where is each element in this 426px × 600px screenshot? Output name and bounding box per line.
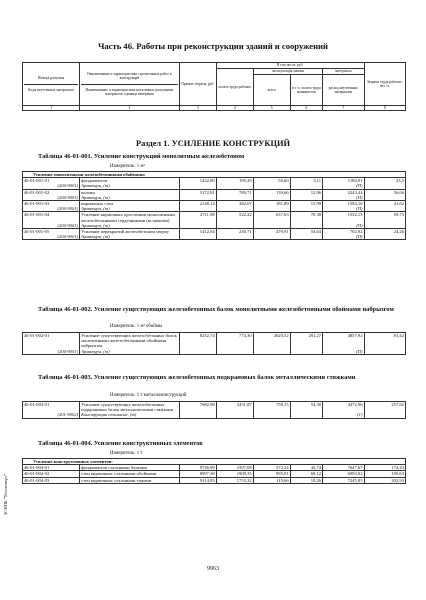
header-material-name: Наименование и характеристика неучтенных расценками материалов, единица измерения <box>81 84 178 97</box>
materials-cost: 4857,92 <box>323 333 364 349</box>
material-usage: (П) <box>323 223 364 229</box>
part-title: Часть 46. Работы при реконструкции зданий и сооружений <box>98 41 328 51</box>
rate-code: 46-01-003-01 <box>23 402 80 413</box>
worker-wages: 522,22 <box>216 212 253 223</box>
material-usage: (П) <box>323 234 364 240</box>
rate-code: 46-01-001-03 <box>23 201 80 207</box>
materials-cost: 7647,67 <box>323 465 364 471</box>
table-title <box>38 306 408 314</box>
worker-wages: 382,07 <box>216 201 253 207</box>
worker-wages: 774,30 <box>216 333 253 349</box>
operator-wages: 291,27 <box>290 333 322 349</box>
rate-code: 46-01-001-02 <box>23 189 80 195</box>
table-meter: Измеритель: 1 м³ <box>110 164 145 169</box>
material-usage: (П) <box>323 195 364 201</box>
material-name: Конструкции стальные, (т) <box>80 412 180 418</box>
material-code: (204-9001) <box>23 206 80 212</box>
materials-cost: 1180,91 <box>323 178 364 184</box>
rate-code: 46-01-002-01 <box>23 333 80 349</box>
direct-costs: 8252,74 <box>179 333 216 349</box>
material-name: Арматура, (т) <box>80 234 180 240</box>
machine-total: 637,63 <box>253 212 290 223</box>
col-num: 3 <box>179 106 216 111</box>
machine-total: 181,89 <box>253 201 290 207</box>
machine-total: 115,66 <box>253 477 290 483</box>
materials-cost: 1552,13 <box>323 212 364 223</box>
header-wages: оплата труда рабочих <box>216 69 253 106</box>
labor-hours: 59,75 <box>364 212 405 223</box>
work-name: Усиление кирпичных простенков монолитными железобетонными сердечниками (вставками) <box>80 212 180 223</box>
direct-costs: 8997,38 <box>179 471 216 477</box>
worker-wages: 230,71 <box>216 229 253 235</box>
header-machine-operation: эксплуатация машин <box>253 69 322 75</box>
materials-cost: 1584,18 <box>323 201 364 207</box>
table-row <box>23 402 406 413</box>
table-meter: Измеритель: 1 т <box>110 451 143 456</box>
header-total: всего <box>253 75 290 106</box>
table-title: Таблица 46-01-003. Усиление существующих железобетонных подкрановых балок металлическими стяжками <box>38 374 356 381</box>
machine-total: 572,24 <box>253 465 290 471</box>
direct-costs: 1412,64 <box>179 229 216 235</box>
operator-wages: 10,26 <box>290 477 322 483</box>
labor-hours: 56,66 <box>364 189 405 195</box>
operator-wages: 54,30 <box>290 402 322 413</box>
col-num: 2 <box>80 106 180 111</box>
work-name: фундаментов <box>80 178 180 184</box>
header-material-codes: Коды неучтенных материалов <box>24 84 78 92</box>
worker-wages: 2451,87 <box>216 402 253 413</box>
material-row <box>23 412 406 418</box>
materials-cost: 702,02 <box>323 229 364 235</box>
labor-hours: 23,5 <box>364 178 405 184</box>
work-name: Усиление существующих железобетонных балок монолитными железобетонными обоймами набрызгом <box>80 333 180 349</box>
worker-wages: 1753,32 <box>216 477 253 483</box>
material-code: (201-9002) <box>23 412 80 418</box>
machine-total: 758,15 <box>253 402 290 413</box>
material-code: (204-9001) <box>23 223 80 229</box>
header-names <box>80 63 180 106</box>
material-name: Арматура, (т) <box>80 195 180 201</box>
labor-hours: 202,93 <box>364 477 405 483</box>
operator-wages: 43,74 <box>290 465 322 471</box>
page-number: 9963 <box>207 566 219 572</box>
direct-costs: 7682,98 <box>179 402 216 413</box>
worker-wages: 195,29 <box>216 178 253 184</box>
direct-costs: 9726,99 <box>179 465 216 471</box>
materials-cost: 4472,96 <box>323 402 364 413</box>
col-num: 5 <box>253 106 290 111</box>
rate-code: 46-01-004-03 <box>23 477 80 483</box>
materials-cost: 6093,02 <box>323 471 364 477</box>
materials-cost: 7245,85 <box>323 477 364 483</box>
worker-wages: 1507,08 <box>216 465 253 471</box>
labor-hours: 195,63 <box>364 471 405 477</box>
machine-total: 56,60 <box>253 178 290 184</box>
material-row <box>23 349 406 355</box>
direct-costs: 3172,81 <box>179 189 216 195</box>
group-heading: Усиление монолитными железобетонными обоймами: <box>23 172 406 178</box>
header-in-that: В том числе, руб. <box>216 63 364 69</box>
work-name: стен кирпичных стальными обоймами <box>80 471 180 477</box>
table-row <box>23 212 406 223</box>
work-name: Усиление существующих железобетонных подкрановых балок металлическими стяжками <box>80 402 180 413</box>
operator-wages: 15,99 <box>290 201 322 207</box>
table-meter: Измеритель: 1 м³ обоймы <box>110 324 163 329</box>
material-usage: (П) <box>323 349 364 355</box>
header-work-name: Наименование и характеристика строительных работ и конструкций <box>87 71 172 81</box>
col-num: 8 <box>364 106 405 111</box>
direct-costs: 2711,98 <box>179 212 216 223</box>
labor-hours: 81,42 <box>364 333 405 349</box>
direct-costs: 9114,83 <box>179 477 216 483</box>
material-usage: (П) <box>323 206 364 212</box>
rate-code: 46-01-001-04 <box>23 212 80 223</box>
rates-table <box>22 458 406 484</box>
material-name: Арматура, (т) <box>80 206 180 212</box>
worker-wages: 789,71 <box>216 189 253 195</box>
operator-wages: 54,64 <box>290 229 322 235</box>
direct-costs: 2148,14 <box>179 201 216 207</box>
col-num: 6 <box>290 106 322 111</box>
direct-costs: 1432,80 <box>179 178 216 184</box>
work-name: стен кирпичных стальными тяжами <box>80 477 180 483</box>
rate-code: 46-01-004-01 <box>23 465 80 471</box>
materials-cost: 2243,44 <box>323 189 364 195</box>
operator-wages: 70,38 <box>290 212 322 223</box>
col-num: 7 <box>323 106 364 111</box>
material-name: Арматура, (т) <box>80 349 180 355</box>
work-name: Усиление перекрытий железобетоном сверху <box>80 229 180 235</box>
labor-hours: 41,62 <box>364 201 405 207</box>
labor-hours: 257,82 <box>364 402 405 413</box>
labor-hours: 24,26 <box>364 229 405 235</box>
machine-total: 139,66 <box>253 189 290 195</box>
section-title: Раздел 1. УСИЛЕНИЕ КОНСТРУКЦИЙ <box>135 139 291 148</box>
header-material-usage: расход неучтенных материалов <box>323 75 364 106</box>
table-title: Таблица 46-01-004. Усиление конструктивных элементов <box>38 440 203 447</box>
table-row <box>23 333 406 349</box>
operator-wages: 69,12 <box>290 471 322 477</box>
operator-wages: 3,11 <box>290 178 322 184</box>
rates-table <box>22 171 406 240</box>
group-heading: Усиление конструктивных элементов: <box>23 459 406 465</box>
table-meter: Измеритель: 1 т металлоконструкций <box>110 393 187 398</box>
header-codes <box>23 63 80 106</box>
material-code: (204-9001) <box>23 349 80 355</box>
table-title: Таблица 46-01-001. Усиление конструкций монолитным железобетоном <box>38 153 245 160</box>
rate-code: 46-01-004-02 <box>23 471 80 477</box>
worker-wages: 1909,35 <box>216 471 253 477</box>
column-header-table <box>22 62 406 111</box>
work-name: кирпичных стен <box>80 201 180 207</box>
machine-total: 2620,52 <box>253 333 290 349</box>
header-direct-costs: Прямые затраты, руб. <box>179 63 216 106</box>
header-labor: Затраты труда рабочих, чел.-ч. <box>364 63 405 106</box>
labor-hours: 174,43 <box>364 465 405 471</box>
rate-code: 46-01-001-05 <box>23 229 80 235</box>
material-usage: (1) <box>323 412 364 418</box>
rates-table <box>22 401 406 419</box>
work-name: фундаментов стальными балками <box>80 465 180 471</box>
rate-code: 46-01-001-01 <box>23 178 80 184</box>
material-name: Арматура, (т) <box>80 223 180 229</box>
machine-total: 479,91 <box>253 229 290 235</box>
machine-total: 995,01 <box>253 471 290 477</box>
header-rate-numbers: Номера расценок <box>37 76 65 81</box>
table-title-text: Таблица 46-01-002. Усиление существующих железобетонных балок монолитными железобетонными обоймами набрызгом <box>38 306 394 313</box>
operator-wages: 12,96 <box>290 189 322 195</box>
header-operator-wages: в т. ч. оплата труда машинистов <box>290 75 322 106</box>
material-usage: (П) <box>323 183 364 189</box>
material-name: Арматура, (т) <box>80 183 180 189</box>
side-note: ЗСНПБ "Техэксперт" <box>3 473 8 515</box>
material-code: (204-9001) <box>23 234 80 240</box>
table-row <box>23 477 406 483</box>
material-code: (204-9001) <box>23 195 80 201</box>
header-materials: материалы <box>323 69 364 75</box>
col-num: 1 <box>23 106 80 111</box>
work-name: колонн <box>80 189 180 195</box>
material-row <box>23 234 406 240</box>
rates-table <box>22 332 406 355</box>
material-code: (204-9001) <box>23 183 80 189</box>
col-num: 4 <box>216 106 253 111</box>
